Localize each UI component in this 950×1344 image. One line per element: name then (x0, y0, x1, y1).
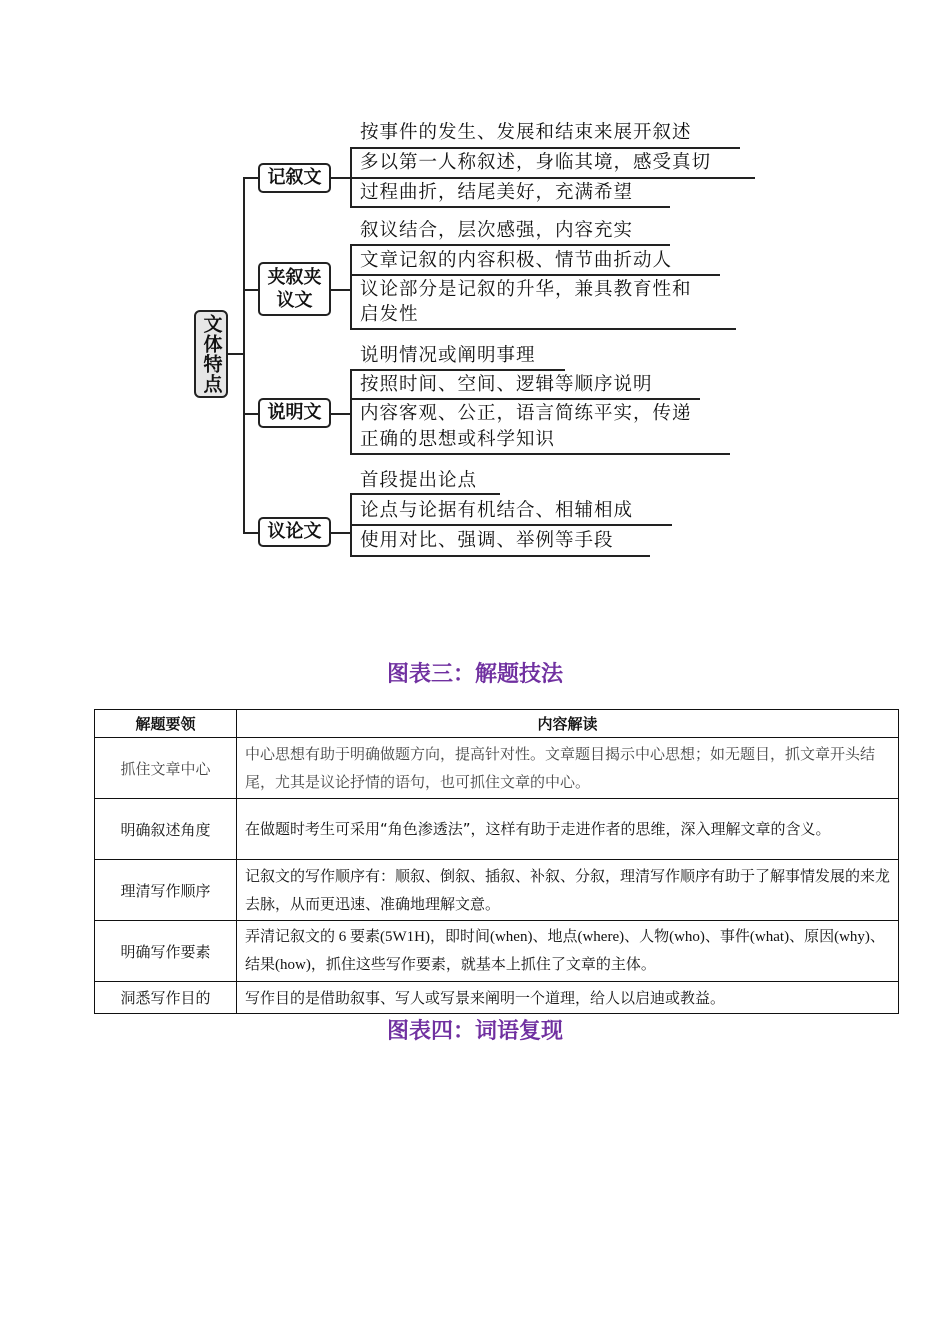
table-row (95, 921, 899, 982)
underline (350, 244, 670, 246)
connector (243, 289, 259, 291)
root-label: 文体特点 (200, 314, 223, 394)
row-key: 理清写作顺序 (95, 860, 237, 921)
point: 启发性 (360, 304, 419, 325)
category-label: 记叙文 (267, 167, 322, 189)
point: 使用对比、强调、举例等手段 (360, 530, 614, 551)
row-value: 在做题时考生可采用“角色渗透法”，这样有助于走进作者的思维，深入理解文章的含义。 (237, 799, 899, 860)
row-key: 明确写作要素 (95, 921, 237, 982)
underline (350, 328, 736, 330)
underline (350, 493, 500, 495)
table-row (95, 738, 899, 799)
table-row (95, 860, 899, 921)
connector (243, 413, 259, 415)
connector (331, 413, 351, 415)
connector (243, 177, 259, 179)
underline (350, 524, 672, 526)
underline (350, 453, 730, 455)
point: 过程曲折，结尾美好，充满希望 (360, 182, 634, 203)
row-key: 洞悉写作目的 (95, 982, 237, 1014)
connector (228, 353, 244, 355)
connector (350, 245, 352, 328)
mind-map-genre-features (0, 0, 950, 580)
connector (331, 532, 351, 534)
point: 论点与论据有机结合、相辅相成 (360, 500, 634, 521)
row-key: 抓住文章中心 (95, 738, 237, 799)
point: 叙议结合，层次感强，内容充实 (360, 220, 634, 241)
row-value: 中心思想有助于明确做题方向，提高针对性。文章题目揭示中心思想；如无题目，抓文章开头结尾，尤其是议论抒情的语句，也可抓住文章的中心。 (237, 738, 899, 799)
figure4-title: 图表四：词语复现 (386, 1019, 563, 1044)
underline (350, 274, 720, 276)
underline (350, 398, 700, 400)
row-value: 记叙文的写作顺序有：顺叙、倒叙、插叙、补叙、分叙，理清写作顺序有助于了解事情发展的来龙去脉，从而更迅速、准确地理解文意。 (237, 860, 899, 921)
connector (331, 289, 351, 291)
column-header: 内容解读 (237, 710, 899, 738)
point: 议论部分是记叙的升华，兼具教育性和 (360, 279, 692, 300)
mind-map-root (194, 310, 228, 398)
category-label-line2: 议文 (276, 290, 313, 311)
row-value: 写作目的是借助叙事、写人或写景来阐明一个道理，给人以启迪或教益。 (237, 982, 899, 1014)
figure3-title: 图表三：解题技法 (386, 662, 563, 687)
category-label: 议论文 (267, 521, 322, 543)
row-value: 弄清记叙文的 6 要素(5W1H)，即时间(when)、地点(where)、人物(who)、事件(what)、原因(why)、结果(how)，抓住这些写作要素，就基本上抓住了文章的主体。 (237, 921, 899, 982)
table-row (95, 799, 899, 860)
category-label: 说明文 (267, 402, 322, 424)
underline (350, 555, 650, 557)
connector (331, 177, 351, 179)
point: 首段提出论点 (360, 470, 478, 491)
point: 按事件的发生、发展和结束来展开叙述 (360, 122, 692, 143)
connector (243, 532, 259, 534)
point: 文章记叙的内容积极、情节曲折动人 (360, 250, 673, 271)
row-key: 明确叙述角度 (95, 799, 237, 860)
underline (350, 206, 670, 208)
table-header-row (95, 710, 899, 738)
category-expository (258, 398, 331, 428)
point: 按照时间、空间、逻辑等顺序说明 (360, 374, 653, 395)
underline (350, 147, 740, 149)
connector (350, 370, 352, 454)
underline (350, 177, 755, 179)
point: 内容客观、公正，语言简练平实，传递 (360, 403, 692, 424)
solving-techniques-table (94, 709, 899, 1014)
underline (350, 369, 565, 371)
point: 多以第一人称叙述，身临其境，感受真切 (360, 152, 712, 173)
category-label-line1: 夹叙夹 (267, 266, 322, 288)
category-narrative (258, 163, 331, 193)
point: 正确的思想或科学知识 (360, 429, 556, 450)
category-narrative-argumentative (258, 262, 331, 316)
category-argumentative (258, 517, 331, 547)
point: 说明情况或阐明事理 (360, 345, 536, 366)
column-header: 解题要领 (95, 710, 237, 738)
connector (243, 177, 245, 534)
table-row (95, 982, 899, 1014)
